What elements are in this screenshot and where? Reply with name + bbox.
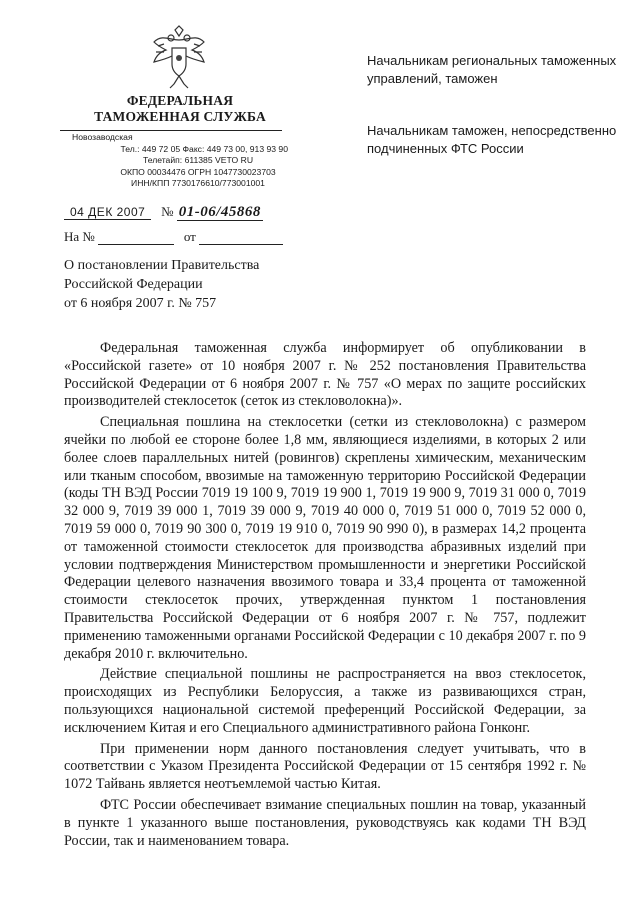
number-label: №: [161, 204, 174, 219]
letter-body: [64, 340, 586, 850]
org-name-line-1: ФЕДЕРАЛЬНАЯ: [126, 93, 234, 108]
organization-name: [60, 93, 300, 125]
contact-inn: ИНН/КПП 7730176610/773001001: [131, 178, 265, 189]
document-date: 04 ДЕК 2007: [64, 205, 151, 220]
ref-date-blank: [199, 232, 283, 245]
ref-number-blank: [98, 232, 174, 245]
body-paragraph-3: Действие специальной пошлины не распространяется на ввоз стеклосеток, происходящих из Республики Белоруссия, а также из развивающихся стран, пользующихся национальной системой преференций Российской Федерации, за исключением Китая и его Специального административного района Гонконг.: [64, 666, 586, 736]
contact-street: Новозаводская: [72, 132, 133, 142]
subject-line-3: от 6 ноября 2007 г. № 757: [64, 296, 217, 311]
contact-phone-fax: Тел.: 449 72 05 Факс: 449 73 00, 913 93 90: [120, 143, 288, 154]
ref-label: На №: [64, 229, 95, 244]
header-divider: [60, 130, 282, 131]
subject-line-2: Российской Федерации: [64, 277, 203, 292]
subject-line-1: О постановлении Правительства: [64, 258, 260, 273]
ref-from-label: от: [183, 229, 196, 244]
addressee-block-1: Начальникам региональных таможенных управлений, таможен: [367, 53, 617, 86]
org-name-line-2: ТАМОЖЕННАЯ СЛУЖБА: [94, 109, 266, 124]
coat-of-arms-icon: [148, 22, 210, 92]
contact-codes: ОКПО 00034476 ОГРН 1047730023703: [120, 166, 276, 177]
incoming-reference: [64, 229, 304, 245]
document-number: 01-06/45868: [178, 204, 261, 220]
outgoing-reference: [64, 204, 324, 221]
subject-heading: [64, 256, 324, 313]
body-paragraph-5: ФТС России обеспечивает взимание специальных пошлин на товар, указанный в пункте 1 указанного выше постановления, руководствуясь как кодами ТН ВЭД России, так и наименованием товара.: [64, 796, 586, 849]
org-contacts: [60, 132, 300, 190]
contact-teletype: Телетайп: 611385 VETO RU: [142, 155, 254, 166]
body-paragraph-2: Специальная пошлина на стеклосетки (сетки из стекловолокна) с размером ячейки по любой ее стороне более 1,8 мм, являющиеся изделиями, в которых 2 или более слоев параллельных нитей (ровингов) скреплены химическим, механическим или тканым способом, ввозимые на таможенную территорию Российской Федерации (коды ТН ВЭД России 7019 19 100 9, 7019 19 900 1, 7019 19 900 9, 7019 31 000 0, 7019 32 000 9, 7019 39 000 1, 7019 39 000 9, 7019 40 000 0, 7019 51 000 0, 7019 52 000 0, 7019 59 000 0, 7019 90 300 0, 7019 19 910 0, 7019 90 990 0), в размерах 14,2 процента от таможенной стоимости стеклосеток для производства абразивных изделий при условии подтверждения Министерством промышленности и энергетики Российской Федерации целевого назначения ввозимого товара и 33,4 процента от таможенной стоимости стеклосеток прочих, утвержденная пунктом 1 постановления Правительства Российской Федерации от 6 ноября 2007 г. № 757, подлежит применению таможенными органами Российской Федерации с 10 декабря 2007 г. по 9 декабря 2010 г. включительно.: [64, 414, 586, 662]
addressee-block-2: Начальникам таможен, непосредственно подчиненных ФТС России: [367, 123, 617, 156]
body-paragraph-1: Федеральная таможенная служба информирует об опубликовании в «Российской газете» от 10 ноября 2007 г. № 252 постановления Правительства Российской Федерации от 6 ноября 2007 г. № 757 «О мерах по защите российских производителей стеклосеток (сеток из стекловолокна)».: [64, 340, 586, 410]
body-paragraph-4: При применении норм данного постановления следует учитывать, что в соответствии с Указом Президента Российской Федерации от 15 сентября 1992 г. № 1072 Тайвань является неотъемлемой частью Китая.: [64, 740, 586, 793]
